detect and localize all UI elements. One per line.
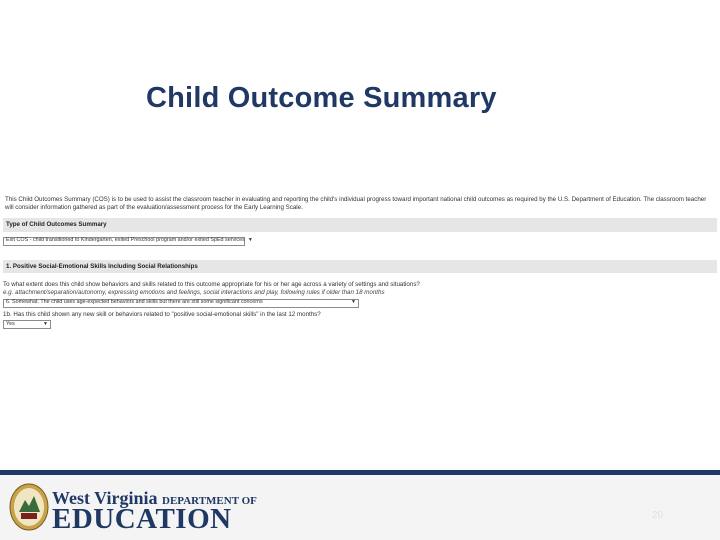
cos-form: [3, 196, 717, 329]
intro-text: This Child Outcomes Summary (COS) is to be used to assist the classroom teacher in evaluating and reporting the child's individual progress toward important national child outcomes as required by the U.S. Department of Education. The classroom teacher will consider information gathered as part of the evaluation/assessment process for the Early Learning Scale.: [5, 196, 707, 211]
cos-type-select[interactable]: [3, 237, 253, 246]
extent-value: 6. Somewhat. The child uses age-expected behaviors and skills but there are still some significant concerns: [6, 299, 263, 306]
cos-type-value: Exit COS - child transitioned to Kindergarten, exited Preschool program and/or exited SpEd services: [6, 237, 245, 244]
chevron-down-icon: ▼: [43, 320, 48, 327]
footer-divider: [0, 470, 720, 475]
section1-header: 1. Positive Social-Emotional Skills Including Social Relationships: [3, 260, 717, 274]
section1-hint: e.g. attachment/separation/autonomy, expressing emotions and feelings, social interactions and play, following rules if older than 18 months: [3, 288, 385, 296]
chevron-down-icon: ▼: [247, 237, 253, 244]
type-section-header: Type of Child Outcomes Summary: [3, 218, 717, 232]
dept-name-line1: West Virginia DEPARTMENT OF: [52, 488, 257, 508]
new-skills-value: Yes: [6, 320, 15, 327]
slide-title: Child Outcome Summary: [146, 82, 497, 114]
section1-question: To what extent does this child show behaviors and skills related to this outcome appropriate for his or her age across a variety of settings and situations?: [3, 281, 420, 289]
dept-name-line2: EDUCATION: [52, 503, 232, 535]
chevron-down-icon: ▼: [351, 299, 356, 306]
question-1b: 1b. Has this child shown any new skill or behaviors related to "positive social-emotional skills" in the last 12 months?: [3, 310, 321, 318]
extent-select[interactable]: [3, 299, 359, 308]
wv-seal-icon: [9, 482, 49, 532]
new-skills-select[interactable]: [3, 320, 51, 329]
page-number: 20: [652, 510, 664, 521]
